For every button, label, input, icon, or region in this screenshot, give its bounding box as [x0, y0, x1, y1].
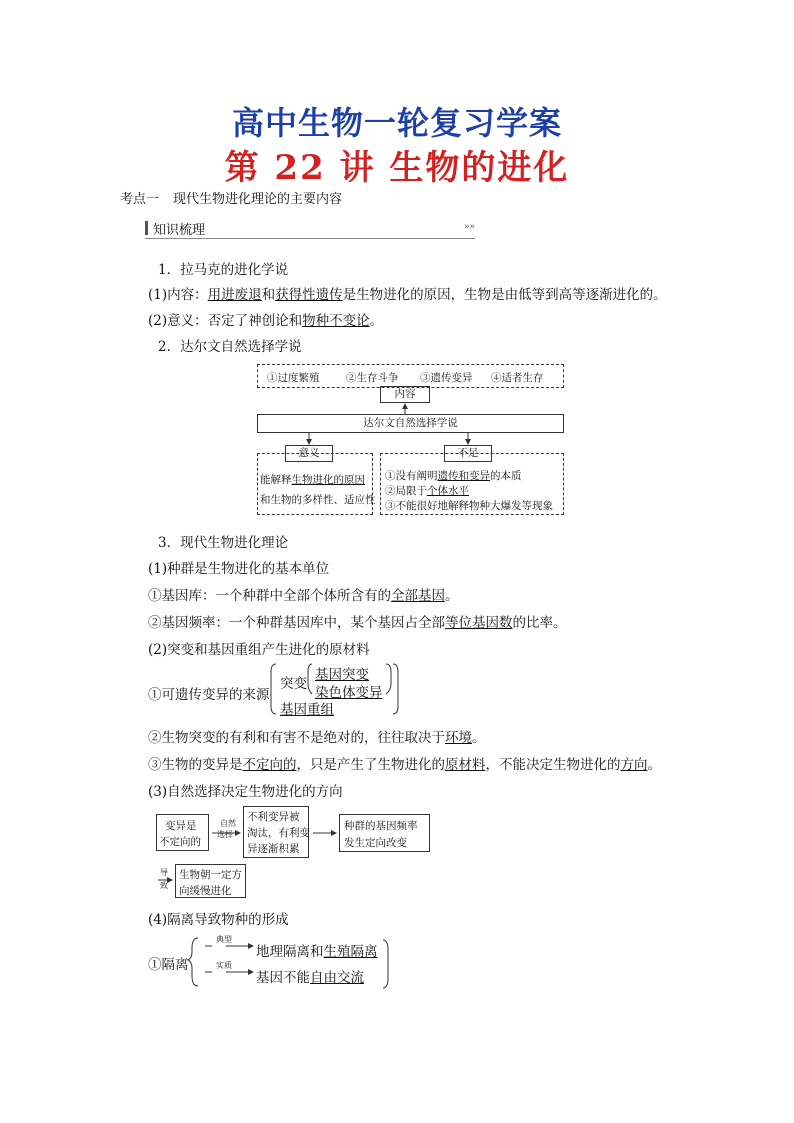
text: (1)内容： — [148, 287, 208, 303]
p3-s2: (2)突变和基因重组产生进化的原材料 — [148, 642, 370, 658]
answer: 自由交流 — [310, 970, 364, 986]
line: 发生定向改变 — [344, 837, 407, 849]
item: ①过度繁殖 — [267, 372, 320, 384]
line: 种群的基因频率 — [344, 820, 418, 832]
text: 能解释 — [260, 474, 292, 486]
text: ①基因库：一个种群中全部个体所含有的 — [148, 588, 391, 604]
darwin-yiyi-box: 意义 — [285, 445, 333, 462]
text: 和 — [261, 287, 276, 303]
answer: 方向 — [620, 757, 648, 773]
line: 向缓慢进化 — [179, 885, 232, 897]
answer: 全部基因 — [391, 588, 445, 604]
p3-s4: (4)隔离导致物种的形成 — [148, 912, 289, 928]
answer: 遗传和变异 — [437, 470, 490, 482]
line: 淘汰，有利变 — [247, 827, 310, 839]
answer: 环境 — [445, 730, 472, 746]
text: 。 — [369, 313, 384, 329]
answer: 物种不变论 — [302, 313, 370, 329]
line: 不定向的 — [159, 836, 201, 848]
section-label: 知识梳理 — [153, 223, 206, 238]
darwin-neirong-box: 内容 — [380, 386, 430, 403]
answer: 原材料 — [445, 757, 486, 773]
line: 不利变异被 — [247, 811, 300, 823]
answer: 不定向的 — [242, 757, 297, 773]
document-title: 高中生物一轮复习学案 — [231, 104, 562, 142]
text: ②局限于 — [385, 485, 427, 497]
text: ②基因频率：一个种群基因库中，某个基因占全部 — [148, 615, 445, 631]
text: ②生物突变的有利和有害不是绝对的，往往取决于 — [148, 730, 445, 746]
text: 基因不能 — [256, 970, 310, 986]
text: 的本质 — [490, 470, 522, 482]
text: ，只是产生了生物进化的 — [296, 757, 445, 773]
text: 。 — [445, 588, 459, 604]
line: 变异是 — [165, 820, 197, 832]
text: ③生物的变异是 — [148, 757, 243, 773]
p3-s3: (3)自然选择决定生物进化的方向 — [148, 784, 343, 800]
item: ②生存斗争 — [346, 372, 399, 384]
text: 是生物进化的原因，生物是由低等到高等逐渐进化的。 — [342, 287, 667, 303]
answer: 用进废退 — [207, 287, 262, 303]
line: 生物朝一定方 — [179, 869, 242, 881]
line: 导 — [160, 868, 168, 877]
lecture-subtitle: 第 22 讲 生物的进化 — [224, 148, 570, 188]
answer: 生殖隔离 — [323, 944, 378, 960]
p3-s4a: ①隔离 — [148, 957, 189, 973]
p3-s2a: ①可遗传变异的来源 — [148, 687, 270, 703]
item: ③遗传变异 — [420, 372, 473, 384]
answer: 生物进化的原因 — [291, 474, 365, 486]
text: 的比率。 — [512, 615, 567, 631]
tubian-2: 染色体变异 — [315, 685, 383, 701]
p1-heading: 1．拉马克的进化学说 — [158, 262, 289, 278]
item: ④适者生存 — [491, 372, 544, 384]
line: 致 — [160, 881, 168, 890]
text: 地理隔离和 — [256, 944, 324, 960]
p3-heading: 3．现代生物进化理论 — [158, 535, 289, 551]
p2-heading: 2．达尔文自然选择学说 — [158, 339, 302, 355]
line: 自然 — [220, 819, 236, 828]
text: ，不能决定生物进化的 — [485, 757, 621, 773]
text: 。 — [647, 757, 661, 773]
chongzu: 基因重组 — [280, 702, 334, 718]
section-arrows: »» — [463, 222, 475, 232]
kaodian-label: 考点一 — [120, 192, 160, 207]
text: (2)意义：否定了神创论和 — [148, 313, 303, 329]
label-shizhi: 实质 — [216, 961, 232, 970]
line: 异逐渐积累 — [247, 843, 300, 855]
answer: 获得性遗传 — [275, 287, 343, 303]
line: 选择 — [217, 830, 233, 839]
tubian: 突变 — [280, 676, 307, 692]
darwin-buzu-box: 不足 — [444, 445, 492, 462]
text: ①没有阐明 — [385, 470, 438, 482]
text: 。 — [472, 730, 486, 746]
yiyi-line2: 和生物的多样性、适应性 — [260, 494, 376, 506]
darwin-center-box: 达尔文自然选择学说 — [257, 414, 564, 433]
buzu-line3: ③不能很好地解释物种大爆发等现象 — [385, 500, 553, 512]
kaodian-text: 现代生物进化理论的主要内容 — [173, 192, 343, 207]
tubian-1: 基因突变 — [315, 667, 369, 683]
label-dianxing: 典型 — [216, 935, 232, 944]
p3-s1: (1)种群是生物进化的基本单位 — [148, 561, 330, 577]
answer: 个体水平 — [427, 485, 469, 497]
answer: 等位基因数 — [445, 615, 513, 631]
